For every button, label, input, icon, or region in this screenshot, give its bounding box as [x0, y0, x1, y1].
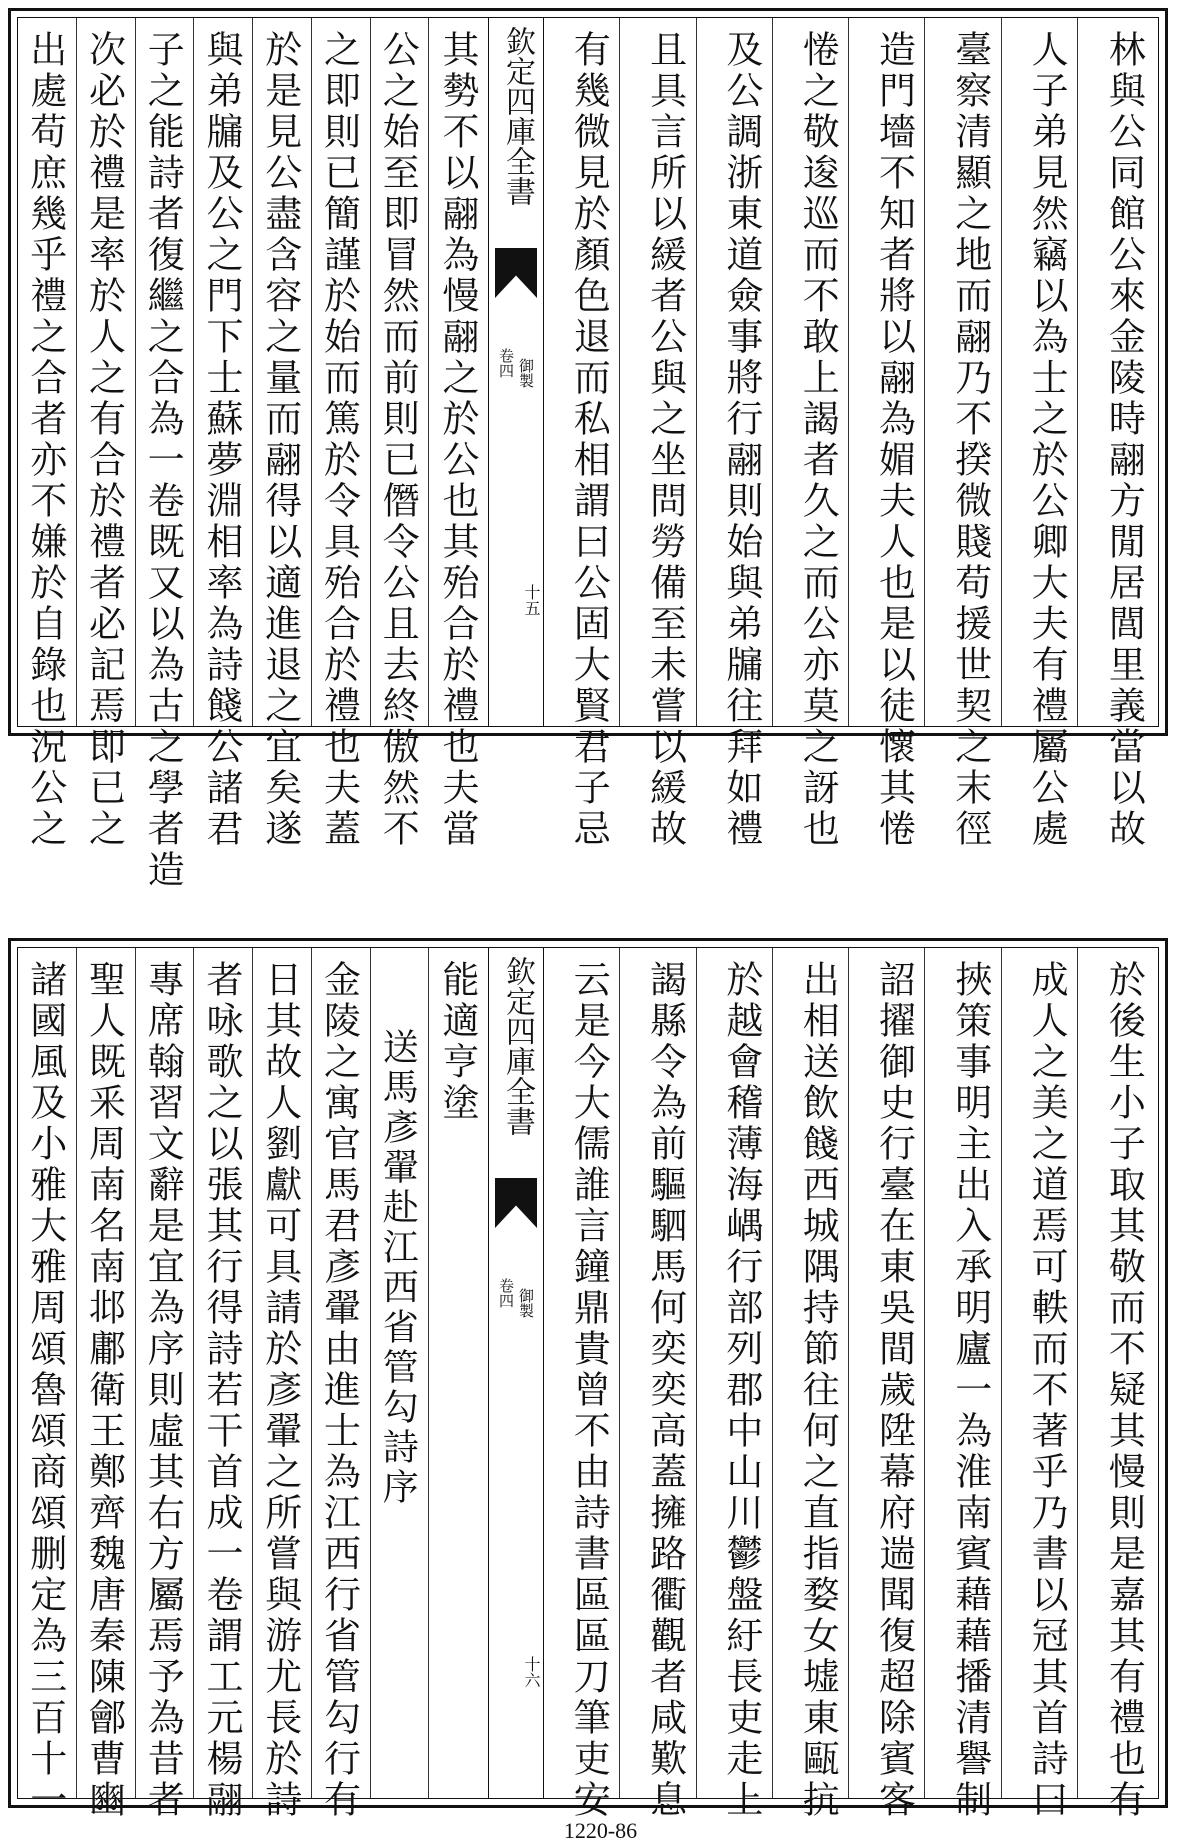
fishtail-mark-icon	[495, 1178, 537, 1228]
upper-right-col-2	[1002, 18, 1078, 850]
essay-title: 送馬彥翬赴江西省管勾詩序	[377, 1028, 419, 1508]
upper-left-block	[18, 18, 488, 891]
lower-left-col-8	[429, 948, 488, 1798]
text-column: 林與公同館公來金陵時翮方閒居閭里義當以故	[1102, 30, 1146, 850]
text-column: 聖人既釆周南名南邶鄘衛王鄭齊魏唐秦陳鄶曹豳	[82, 960, 126, 1821]
lower-left-col-6	[312, 948, 371, 1821]
upper-left-col-1	[18, 18, 77, 850]
text-column: 詔擢御史行臺在東吳間歲陞幕府遄聞復超除賓客	[872, 960, 916, 1821]
text-column: 臺察清顯之地而翮乃不揆微賤苟援世契之末徑	[948, 30, 992, 850]
upper-center-gutter	[488, 18, 544, 726]
volume-label: 卷四	[497, 348, 515, 378]
text-column: 云是今大儒誰言鐘鼎貴曾不由詩書區區刀筆吏安	[567, 960, 611, 1821]
text-column: 謁縣令為前驅駟馬何奕奕高蓋擁路衢觀者咸歎息	[643, 960, 687, 1821]
text-column: 於是見公盡含容之量而翮得以適進退之宜矣遂	[258, 30, 302, 850]
text-column: 者咏歌之以張其行得詩若干首成一卷謂工元楊翮	[200, 960, 243, 1821]
text-column: 及公調浙東道僉事將行翮則始與弟牖往拜如禮	[719, 30, 763, 850]
text-column: 之即則已簡謹於始而篤於令具殆合於禮也夫蓋	[317, 30, 361, 850]
upper-page-frame	[17, 17, 1159, 891]
text-column: 其勢不以翮為慢翮之於公也其殆合於禮也夫當	[436, 30, 479, 850]
upper-left-col-4	[194, 18, 253, 850]
upper-right-col-7	[620, 18, 696, 850]
text-column: 有幾微見於顏色退而私相謂曰公固大賢君子忌	[567, 30, 611, 850]
leaf-number: 十五	[522, 584, 541, 616]
page-number: 1220-86	[563, 1818, 638, 1843]
upper-left-col-3	[136, 18, 195, 891]
text-column: 成人之美之道焉可軼而不著乎乃書以冠其首詩曰	[1025, 960, 1069, 1821]
text-column: 於後生小子取其敬而不疑其慢則是嘉其有禮也有	[1102, 960, 1146, 1821]
text-column: 次必於禮是率於人之有合於禮者必記焉即已之	[82, 30, 126, 850]
leaf-number: 十六	[522, 1656, 541, 1688]
upper-left-col-6	[312, 18, 371, 850]
lower-page	[8, 938, 1168, 1821]
lower-left-col-3	[136, 948, 195, 1821]
lower-left-col-1	[18, 948, 77, 1821]
text-column: 與弟牖及公之門下士蘇夢淵相率為詩餞公諸君	[200, 30, 243, 850]
lower-right-col-5	[773, 948, 849, 1821]
upper-right-col-1	[1078, 18, 1154, 850]
upper-right-col-4	[849, 18, 925, 850]
upper-right-col-3	[926, 18, 1002, 850]
lower-left-col-4	[194, 948, 253, 1821]
text-column: 公之始至即冒然而前則已僭令公且去終傲然不	[376, 30, 420, 850]
upper-left-col-7	[371, 18, 430, 850]
lower-right-block	[544, 948, 1158, 1821]
lower-left-block	[18, 948, 488, 1821]
lower-right-col-8	[544, 948, 620, 1821]
text-column: 挾策事明主出入承明廬一為淮南賓藉藉播清譽制	[948, 960, 992, 1821]
text-column: 於越會稽薄海嵎行部列郡中山川鬱盤紆長吏走上	[719, 960, 763, 1821]
text-column: 造門墻不知者將以翮為媚夫人也是以徒懷其惓	[872, 30, 916, 850]
lower-left-col-7	[371, 948, 430, 1798]
upper-page	[8, 8, 1168, 891]
lower-right-col-6	[697, 948, 773, 1821]
upper-right-col-5	[773, 18, 849, 850]
lower-left-col-5	[253, 948, 312, 1821]
upper-left-col-2	[77, 18, 136, 850]
lower-right-col-7	[620, 948, 696, 1821]
book-title: 欽定四庫全書	[500, 956, 535, 1136]
lower-right-col-3	[926, 948, 1002, 1821]
text-column: 專席翰習文辭是宜為序則虛其右方屬焉予為昔者	[141, 960, 185, 1821]
text-column: 諸國風及小雅大雅周頌魯頌商頌删定為三百十一	[23, 960, 67, 1821]
text-column: 出相送飲餞西城隅持節往何之直指婺女墟東甌抗	[796, 960, 840, 1821]
text-column: 出處苟庶幾乎禮之合者亦不嫌於自錄也況公之	[23, 30, 67, 850]
text-column: 能適亨塗	[436, 960, 479, 1124]
text-column: 惓之敬逡巡而不敢上謁者久之而公亦莫之訝也	[796, 30, 840, 850]
volume-label: 卷四	[497, 1278, 515, 1308]
lower-center-gutter	[488, 948, 544, 1798]
text-column: 且具言所以緩者公與之坐問勞備至未嘗以緩故	[643, 30, 687, 850]
upper-right-block	[544, 18, 1158, 850]
text-column: 日其故人劉獻可具請於彥翬之所嘗與游尤長於詩	[258, 960, 302, 1821]
upper-left-col-5	[253, 18, 312, 850]
lower-left-col-2	[77, 948, 136, 1821]
lower-right-col-1	[1078, 948, 1154, 1821]
lower-page-frame	[17, 947, 1159, 1821]
text-column: 金陵之寓官馬君彥翬由進士為江西行省管勾行有	[317, 960, 361, 1821]
collection-label: 御製	[517, 358, 535, 388]
fishtail-mark-icon	[495, 248, 537, 298]
collection-label: 御製	[517, 1288, 535, 1318]
upper-right-col-8	[544, 18, 620, 850]
book-title: 欽定四庫全書	[500, 26, 535, 206]
lower-right-col-2	[1002, 948, 1078, 1821]
text-column: 人子弟見然竊以為士之於公卿大夫有禮屬公處	[1025, 30, 1069, 850]
upper-left-col-8	[429, 18, 488, 850]
lower-right-col-4	[849, 948, 925, 1821]
upper-right-col-6	[697, 18, 773, 850]
text-column: 子之能詩者復繼之合為一卷既又以為古之學者造	[141, 30, 185, 891]
